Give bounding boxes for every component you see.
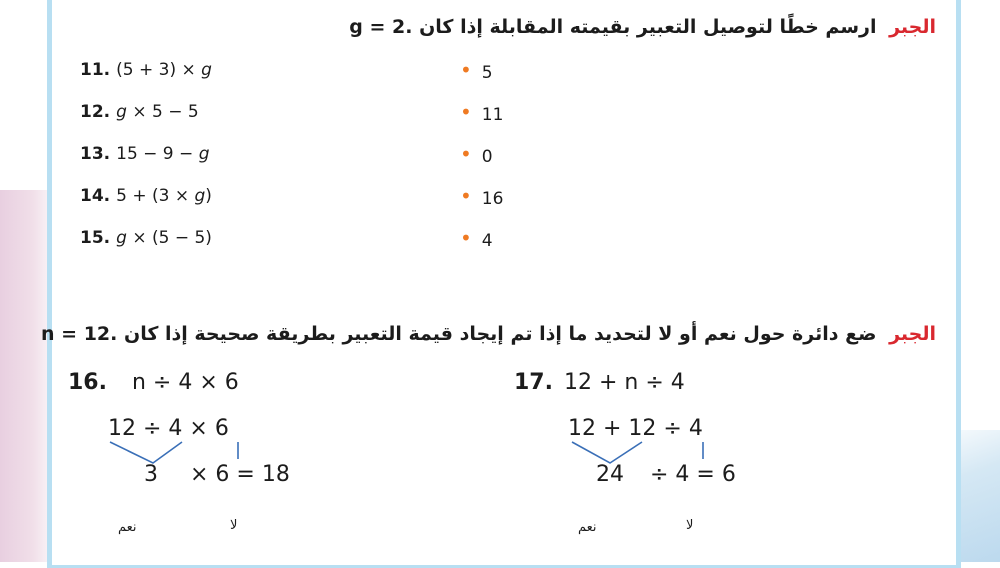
exercise-number: 14.: [80, 186, 111, 206]
problem-17-step1: 12 + 12 ÷ 4: [568, 416, 703, 441]
bullet-dot-icon: •: [460, 100, 472, 124]
exercise-number: 11.: [80, 60, 111, 80]
worksheet-page: [41, 0, 961, 568]
group-bracket-17: [572, 442, 642, 463]
problem-number: 17.: [514, 370, 553, 395]
problem-16-step2-right: × 6 = 18: [190, 462, 290, 487]
exercise-expression: g × 5 − 5: [116, 102, 199, 122]
problem-17-no-option[interactable]: لا: [686, 518, 694, 533]
section1-condition: g = 2.: [349, 16, 413, 38]
value-option[interactable]: • 11: [460, 100, 504, 125]
exercise-expression: g × (5 − 5): [116, 228, 212, 248]
value-option[interactable]: • 16: [460, 184, 504, 209]
value-option[interactable]: • 4: [460, 226, 493, 251]
section2-condition: n = 12.: [41, 323, 118, 345]
value-option[interactable]: • 0: [460, 142, 493, 167]
problem-number: 16.: [68, 370, 107, 395]
problem-17-yes-option[interactable]: نعم: [578, 520, 597, 535]
bullet-dot-icon: •: [460, 226, 472, 250]
exercise-expression: (5 + 3) × g: [116, 60, 212, 80]
problem-expression: n ÷ 4 × 6: [131, 370, 239, 395]
problem-16-step2-left: 3: [144, 462, 158, 487]
section1-instruction: ارسم خطًا لتوصيل التعبير بقيمته المقابلة إذا كان: [419, 16, 877, 38]
bullet-dot-icon: •: [460, 142, 472, 166]
bullet-dot-icon: •: [460, 58, 472, 82]
exercise-expression: 15 − 9 − g: [116, 144, 210, 164]
exercise-number: 15.: [80, 228, 111, 248]
problem-17-step2-left: 24: [596, 462, 624, 487]
section1-tag: الجبر: [889, 16, 936, 38]
value-option[interactable]: • 5: [460, 58, 493, 83]
problem-17-step2-right: ÷ 4 = 6: [650, 462, 736, 487]
problem-16-yes-option[interactable]: نعم: [118, 520, 137, 535]
exercise-expression: 5 + (3 × g): [116, 186, 212, 206]
grouping-lines: [52, 0, 966, 558]
exercise-number: 12.: [80, 102, 111, 122]
problem-16-no-option[interactable]: لا: [230, 518, 238, 533]
section2-instruction: ضع دائرة حول نعم أو لا لتحديد ما إذا تم إيجاد قيمة التعبير بطريقة صحيحة إذا كان: [124, 323, 877, 345]
bullet-dot-icon: •: [460, 184, 472, 208]
exercise-number: 13.: [80, 144, 111, 164]
group-bracket-16: [110, 442, 182, 463]
section2-tag: الجبر: [889, 323, 936, 345]
problem-16-step1: 12 ÷ 4 × 6: [108, 416, 229, 441]
problem-expression: 12 + n ÷ 4: [563, 370, 685, 395]
